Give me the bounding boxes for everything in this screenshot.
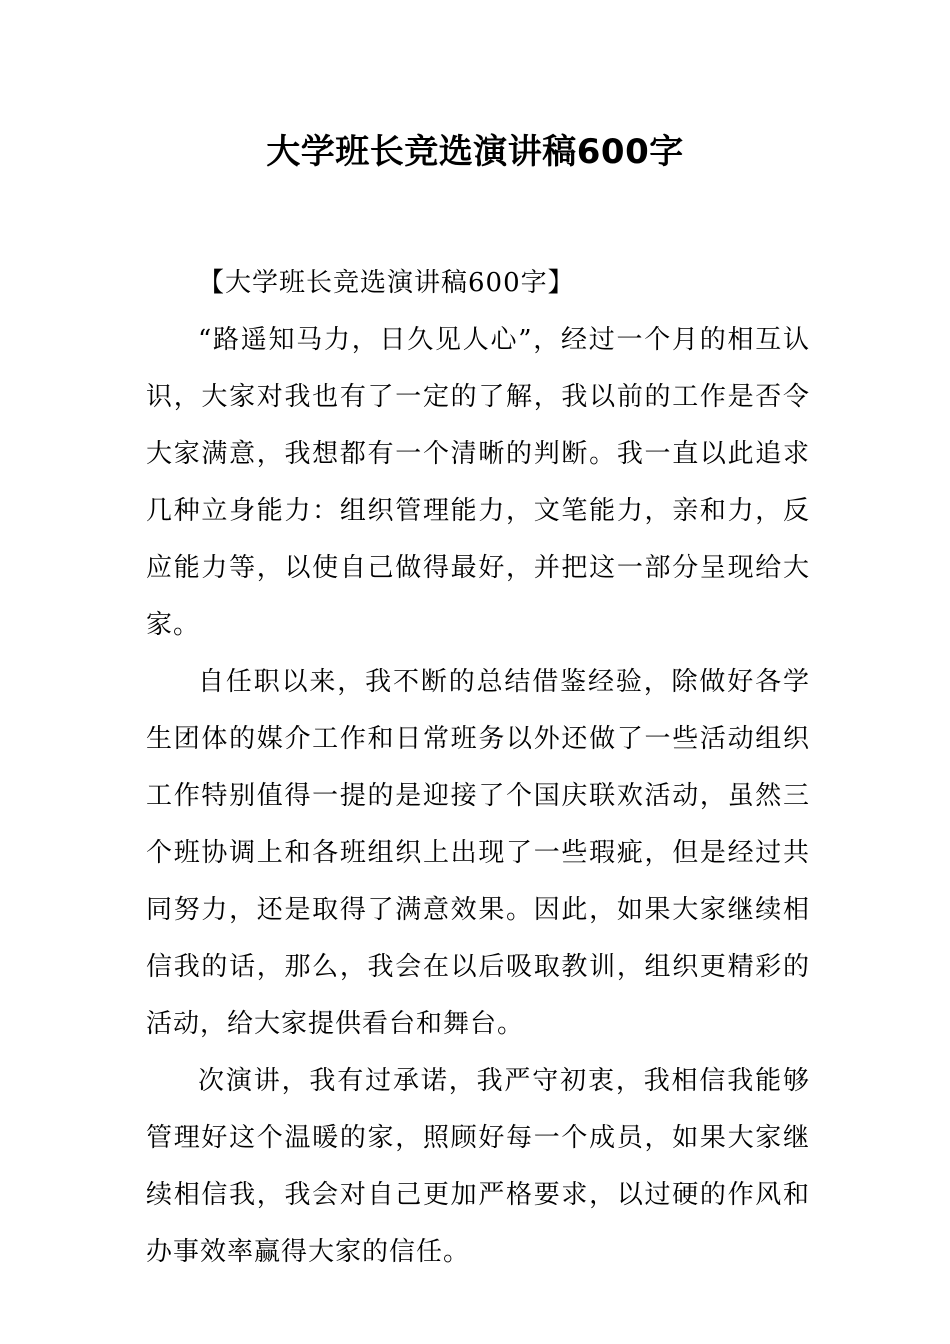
paragraph-2: 自任职以来，我不断的总结借鉴经验，除做好各学生团体的媒介工作和日常班务以外还做了一些活动组织工作特别值得一提的是迎接了个国庆联欢活动，虽然三个班协调上和各班组织上出现了一些瑕疵，但是经过共同努力，还是取得了满意效果。因此，如果大家继续相信我的话，那么，我会在以后吸取教训，组织更精彩的活动，给大家提供看台和舞台。 bbox=[146, 667, 810, 1039]
document-title: 大学班长竞选演讲稿600字 bbox=[266, 132, 684, 172]
paragraph-1: “路遥知马力，日久见人心”，经过一个月的相互认识，大家对我也有了一定的了解，我以前的工作是否令大家满意，我想都有一个清晰的判断。我一直以此追求几种立身能力：组织管理能力，文笔能力，亲和力，反应能力等，以使自己做得最好，并把这一部分呈现给大家。 bbox=[146, 325, 810, 640]
document-body bbox=[146, 255, 810, 1281]
paragraph-3: 次演讲，我有过承诺，我严守初衷，我相信我能够管理好这个温暖的家，照顾好每一个成员，如果大家继续相信我，我会对自己更加严格要求，以过硬的作风和办事效率赢得大家的信任。 bbox=[146, 1066, 810, 1267]
document-subtitle: 【大学班长竞选演讲稿600字】 bbox=[198, 268, 575, 298]
